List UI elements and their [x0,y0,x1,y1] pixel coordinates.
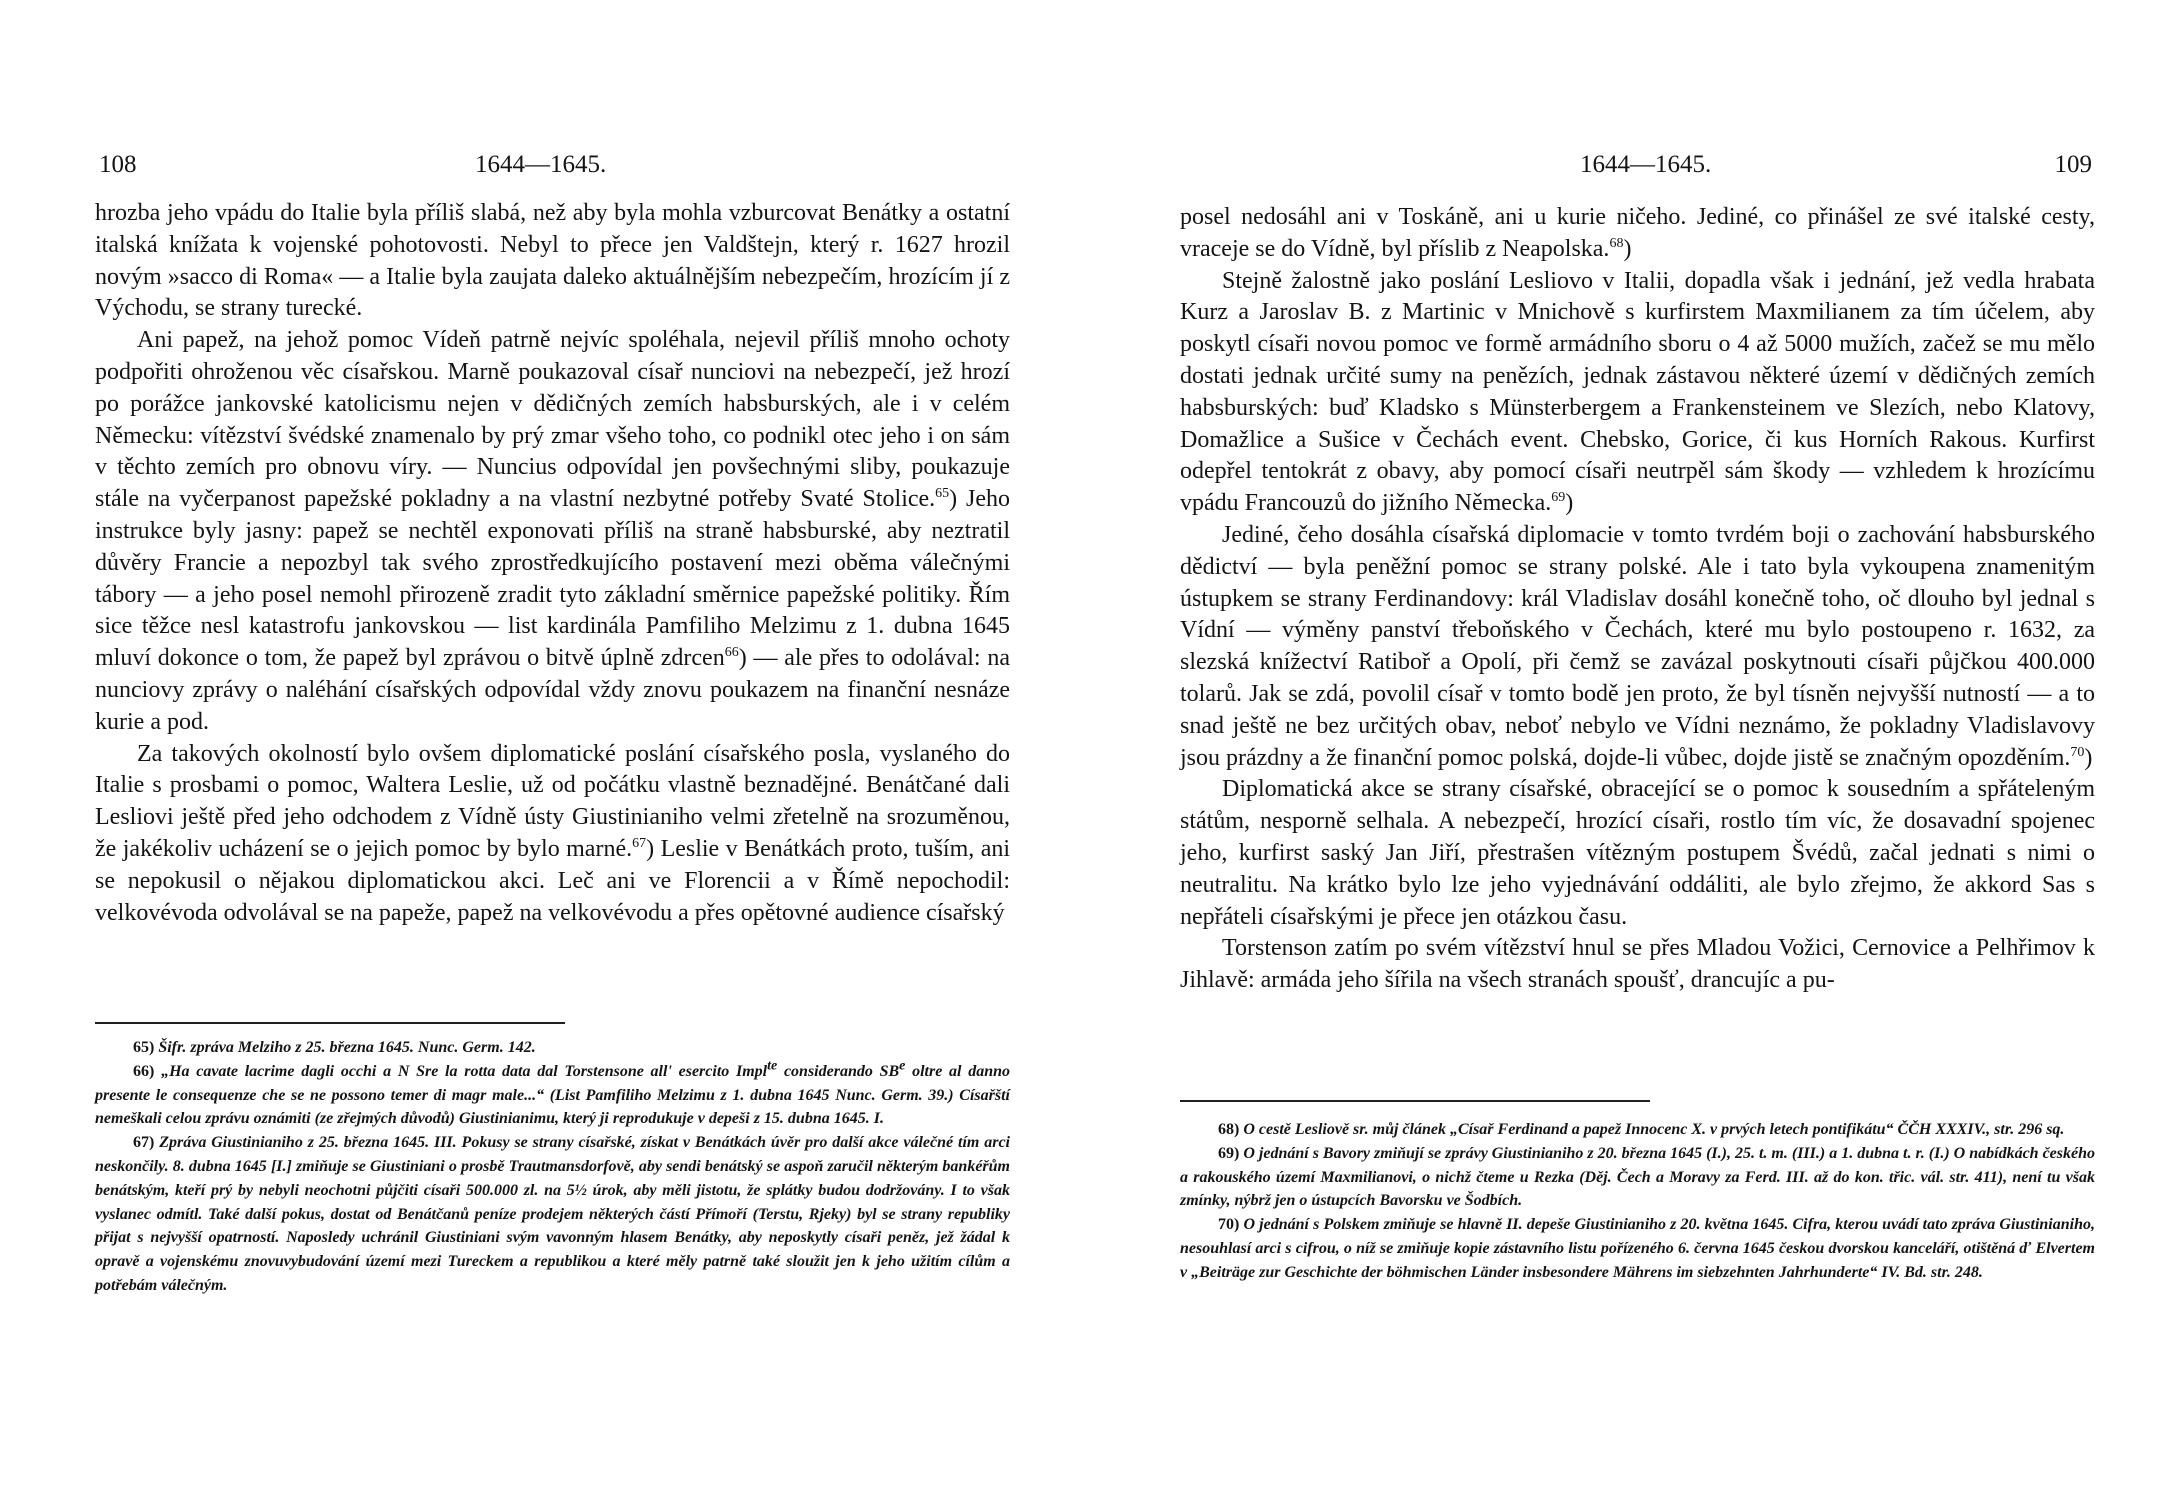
footnote: 66) „Ha cavate lacrime dagli occhi a N Sre la rotta data dal Torstensone all' esercito Impl$^{te}$ considerando $SB^e$ oltre al danno presente le consequenze che se ne possono temer di magr male...“ (List Pamfiliho Melzimu z 1. dubna 1645 Nunc. Germ. 39.) Císařští nemeškali celou zprávu oznámiti (ze zřejmých důvodů) Giustinianimu, který ji reprodukuje v depeši z 15. dubna 1645. I. [95,1058,1011,1128]
paragraph: Jediné, čeho dosáhla císařská diplomacie v tomto tvrdém boji o zachování habsburského dědictví — byla peněžní pomoc se strany polské. Ale i tato byla vykoupena znamenitým ústupkem se strany Ferdinandovy: král Vladislav dosáhl konečně toho, oč dlouho byl jednal s Vídní — výměny panství třeboňského v Čechách, které mu bylo postoupeno r. 1632, za slezská knížectví Ratiboř a Opolí, při čemž se zavázal poskytnouti císaři půjčkou 400.000 tolarů. Jak se zdá, povolil císař v tomto bodě jen proto, že byl tísněn nejvyšší nutností — a to snad ještě ne bez určitých obav, neboť nebylo ve Vídni neznámo, že pokladny Vladislavovy jsou prázdny a že finanční pomoc polská, dojde-li vůbec, dojde jistě se značným opozděním.$^{70}$) [1180,521,2095,771]
paragraph: Stejně žalostně jako poslání Lesliovo v Italii, dopadla však i jednání, jež vedla hrabata Kurz a Jaroslav B. z Martinic v Mnichově s kurfirstem Maxmilianem za tím účelem, aby poskytl císaři novou pomoc ve formě armádního sboru o 4 až 5000 mužích, začež se mu mělo dostati jednak určité sumy na penězích, jednak zástavou některé území v dědičných zemích habsburských: buď Kladsko s Münsterbergem a Frankensteinem ve Slezích, nebo Klatovy, Domažlice a Sušice v Čechách event. Chebsko, Gorice, či kus Horních Rakous. Kurfirst odepřel tentokrát z obavy, aby pomocí císaři neutrpěl sám škody — vzhledem k hrozícímu vpádu Francouzů do jižního Německa.$^{69}$) [1180,267,2095,517]
footnote: 69) O jednání s Bavory zmiňují se zprávy Giustinianiho z 20. března 1645 (I.), 25. t. m. (III.) a 1. dubna t. r. (I.) O nabídkách českého a rakouského území Maxmilianovi, o nichž čteme u Rezka (Děj. Čech a Moravy za Ferd. III. až do kon. třic. vál. str. 411), není tu však zmínky, nýbrž jen o ústupcích Bavorsku ve Šodbích. [1180,1144,2096,1210]
page-number: 109 [2054,151,2092,178]
paragraph: Za takových okolností bylo ovšem diplomatické poslání císařského posla, vyslaného do Italie s prosbami o pomoc, Waltera Leslie, už od počátku vlastně beznadějné. Benátčané dali Lesliovi ještě před jeho odchodem z Vídně ústy Giustinianiho velmi zřetelně na srozuměnou, že jakékoliv ucházení se o jejich pomoc by bylo marné.$^{67}$) Leslie v Benátkách proto, tuším, ani se nepokusil o nějakou diplomatickou akci. Leč ani ve Florencii a v Římě nepochodil: velkovévoda odvolával se na papeže, papež na velkovévodu a přes opětovné audience císařský [95,740,1011,926]
paragraph: Ani papež, na jehož pomoc Vídeň patrně nejvíc spoléhala, nejevil příliš mnoho ochoty podpořiti ohroženou věc císařskou. Marně poukazoval císař nunciovi na nebezpečí, jež hrozí po porážce jankovské katolicismu nejen v dědičných zemích habsburských, ale i v celém Německu: vítězství švédské znamenalo by prý zmar všeho toho, co podnikl otec jeho i on sám v těchto zemích pro obnovu víry. — Nuncius odpovídal jen povšechnými sliby, poukazuje stále na vyčerpanost papežské pokladny a na vlastní nezbytné potřeby Svaté Stolice.$^{65}$) Jeho instrukce byly jasny: papež se nechtěl exponovati příliš na straně habsburské, aby neztratil důvěry Francie a nepozbyl tak svého zprostředkujícího postavení mezi oběma válečnými tábory — a jeho posel nemohl přirozeně zradit tyto základní směrnice papežské politiky. Řím sice těžce nesl katastrofu jankovskou — list kardinála Pamfiliho Melzimu z 1. dubna 1645 mluví dokonce o tom, že papež byl zprávou o bitvě úplně zdrcen$^{66}$) — ale přes to odolával: na nunciovy zprávy o naléhání císařských odpovídal vždy znovu poukazem na finanční nesnáze kurie a pod. [95,327,1010,735]
left-footnotes [95,1036,1010,1298]
right-page [1180,0,2100,1500]
note-ref[interactable]: 66 [724,645,739,661]
running-head: 1644—1645. [475,151,607,178]
footnote: 70) O jednání s Polskem zmiňuje se hlavně II. depeše Giustinianiho z 20. května 1645. Cifra, kterou uvádí tato zpráva Giustinianiho, nesouhlasí arci s cifrou, o níž se zmiňuje kopie zástavního listu pořízeného 6. června 1645 českou dvorskou kanceláří, otištěná ď Elvertem v „Beiträge zur Geschichte der böhmischen Länder insbesondere Mährens im siebzehnten Jahrhunderte“ IV. Bd. str. 248. [1180,1216,2095,1281]
note-ref[interactable]: 69 [1551,490,1566,506]
paragraph: posel nedosáhl ani v Toskáně, ani u kurie ničeho. Jediné, co přinášel ze své italské cesty, vraceje se do Vídně, byl příslib z Neapolska.$^{68}$) [1180,204,2095,262]
paragraph: Torstenson zatím po svém vítězství hnul se přes Mladou Vožici, Cernovice a Pelhřimov k Jihlavě: armáda jeho šířila na všech stranách spoušť, drancujíc a pu- [1180,935,2095,994]
note-ref[interactable]: 65 [935,486,950,502]
right-page-body [1180,202,2095,997]
note-ref[interactable]: 67 [632,835,647,851]
footnote-divider [95,1022,565,1024]
note-ref[interactable]: 70 [2070,744,2085,760]
right-page-header [1180,145,2100,185]
footnote: 65) Šifr. zpráva Melziho z 25. března 1645. Nunc. Germ. 142. [133,1039,536,1056]
footnote: 68) O cestě Lesliově sr. můj článek „Císař Ferdinand a papež Innocenc X. v prvých letech pontifikátu“ ČČH XXXIV., str. 296 sq. [1218,1121,2065,1138]
page-number: 108 [99,151,137,178]
paragraph: hrozba jeho vpádu do Italie byla příliš slabá, než aby byla mohla vzburcovat Benátky a ostatní italská knížata k vojenské pohotovosti. Nebyl to přece jen Valdštejn, který r. 1627 hrozil novým »sacco di Roma« — a Italie byla zaujata daleko aktuálnějším nebezpečím, hrozícím jí z Východu, se strany turecké. [95,200,1010,322]
note-ref[interactable]: 68 [1609,235,1624,251]
right-footnotes [1180,1118,2095,1285]
left-page-body [95,198,1010,929]
left-page-header [95,145,1015,185]
footnote-divider [1180,1100,1650,1102]
running-head: 1644—1645. [1580,151,1712,178]
left-page [95,0,1015,1500]
paragraph: Diplomatická akce se strany císařské, obracející se o pomoc k sousedním a spřáteleným státům, nesporně selhala. A nebezpečí, hrozící císaři, rostlo tím víc, že dosavadní spojenec jeho, kurfirst saský Jan Jiří, přestrašen vítězným postupem Švédů, začal jednati s nimi o neutralitu. Na krátko bylo lze jeho vyjednávání oddáliti, ale bylo zřejmo, že akkord Sas s nepřáteli císařskými je přece jen otázkou času. [1180,776,2095,930]
footnote: 67) Zpráva Giustinianiho z 25. března 1645. III. Pokusy se strany císařské, získat v Benátkách úvěr pro další akce válečné tím arci neskončily. 8. dubna 1645 [I.] zmiňuje se Giustiniani o prosbě Trautmansdorfově, aby sendi benátský se aspoň zaručil některým bankéřům benátským, kteří prý by nebyli neochotni půjčiti císaři 500.000 zl. na 5½ úrok, aby měli jistotu, že splátky budou dodržovány. I to však vyslanec odmítl. Také další pokus, dostat od Benátčanů peníze prodejem některých částí Přímoří (Terstu, Rjeky) byl se strany republiky přijat s nejvyšší opatrností. Naposledy uchránil Giustiniani svým vavonným hlasem Benátky, aby neposkytly císaři peněz, jež žádal k opravě a vojenskému znovuvybudování území mezi Tureckem a republikou a které měly patrně také sloužit jen k jeho užitím cílům a potřebám válečným. [95,1134,1011,1294]
